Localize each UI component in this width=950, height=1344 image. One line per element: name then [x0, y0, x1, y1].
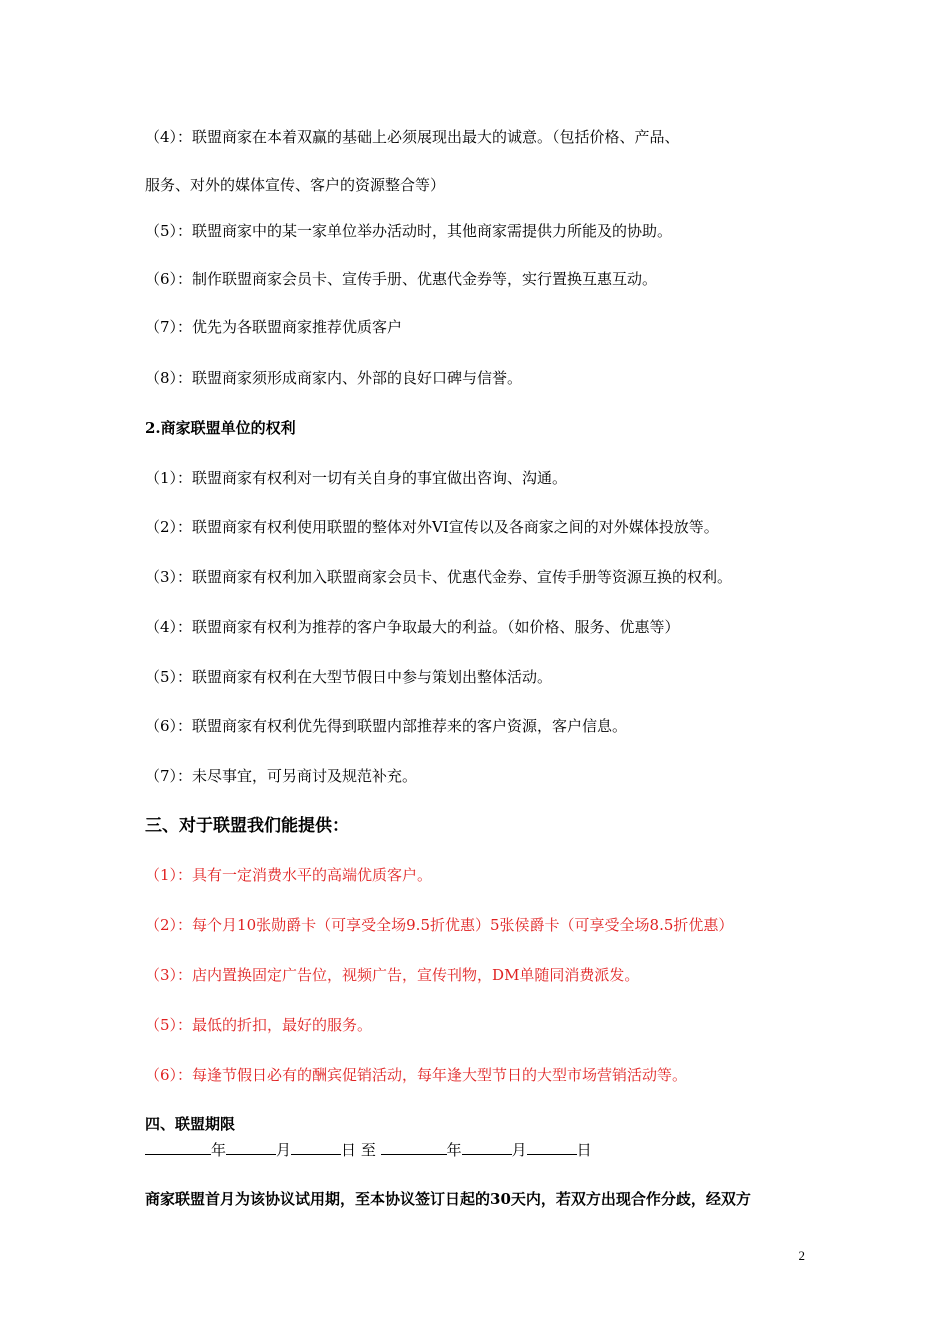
trial-period-text: 商家联盟首月为该协议试用期，至本协议签订日起的30天内，若双方出现合作分歧，经双方: [145, 1190, 751, 1208]
offer-item-6: （6）：每逢节假日必有的酬宾促销活动，每年逢大型节日的大型市场营销活动等。: [145, 1066, 688, 1084]
rights-item-2: （2）：联盟商家有权利使用联盟的整体对外VI宣传以及各商家之间的对外媒体投放等。: [145, 518, 719, 536]
period-date-line: [145, 1139, 592, 1160]
obligation-item-4: （4）：联盟商家在本着双赢的基础上必须展现出最大的诚意。（包括价格、产品、: [145, 128, 680, 146]
offer-item-2: （2）：每个月10张勋爵卡（可享受全场9.5折优惠）5张侯爵卡（可享受全场8.5折优惠）: [145, 916, 734, 934]
end-year-label: 年: [446, 1141, 462, 1159]
offer-item-5: （5）：最低的折扣，最好的服务。: [145, 1016, 373, 1034]
start-day-label: 日: [341, 1141, 357, 1159]
start-day-blank: [291, 1139, 341, 1155]
end-month-label: 月: [511, 1141, 527, 1159]
start-year-blank: [145, 1139, 211, 1155]
start-month-blank: [226, 1139, 276, 1155]
obligation-item-7: （7）：优先为各联盟商家推荐优质客户: [145, 318, 403, 336]
rights-item-3: （3）：联盟商家有权利加入联盟商家会员卡、优惠代金券、宣传手册等资源互换的权利。: [145, 568, 733, 586]
rights-item-5: （5）：联盟商家有权利在大型节假日中参与策划出整体活动。: [145, 668, 553, 686]
obligation-item-6: （6）：制作联盟商家会员卡、宣传手册、优惠代金券等，实行置换互惠互动。: [145, 270, 658, 288]
offer-heading: 三、对于联盟我们能提供：: [145, 816, 349, 836]
rights-item-6: （6）：联盟商家有权利优先得到联盟内部推荐来的客户资源，客户信息。: [145, 717, 628, 735]
rights-item-1: （1）：联盟商家有权利对一切有关自身的事宜做出咨询、沟通。: [145, 469, 568, 487]
offer-item-1: （1）：具有一定消费水平的高端优质客户。: [145, 866, 433, 884]
page-number: 2: [798, 1248, 805, 1263]
obligation-item-8: （8）：联盟商家须形成商家内、外部的良好口碑与信誉。: [145, 369, 523, 387]
start-month-label: 月: [276, 1141, 292, 1159]
end-day-blank: [527, 1139, 577, 1155]
end-month-blank: [462, 1139, 512, 1155]
period-to-label: 至: [360, 1141, 376, 1159]
start-year-label: 年: [211, 1141, 227, 1159]
rights-item-7: （7）：未尽事宜，可另商讨及规范补充。: [145, 767, 418, 785]
obligation-item-5: （5）：联盟商家中的某一家单位举办活动时，其他商家需提供力所能及的协助。: [145, 222, 673, 240]
period-heading: 四、联盟期限: [145, 1115, 236, 1133]
end-day-label: 日: [576, 1141, 592, 1159]
end-year-blank: [381, 1139, 447, 1155]
obligation-item-4-continued: 服务、对外的媒体宣传、客户的资源整合等）: [145, 176, 446, 194]
rights-item-4: （4）：联盟商家有权利为推荐的客户争取最大的利益。（如价格、服务、优惠等）: [145, 618, 680, 636]
offer-item-3: （3）：店内置换固定广告位，视频广告，宣传刊物，DM单随同消费派发。: [145, 966, 640, 984]
rights-heading: 2.商家联盟单位的权利: [145, 419, 296, 437]
